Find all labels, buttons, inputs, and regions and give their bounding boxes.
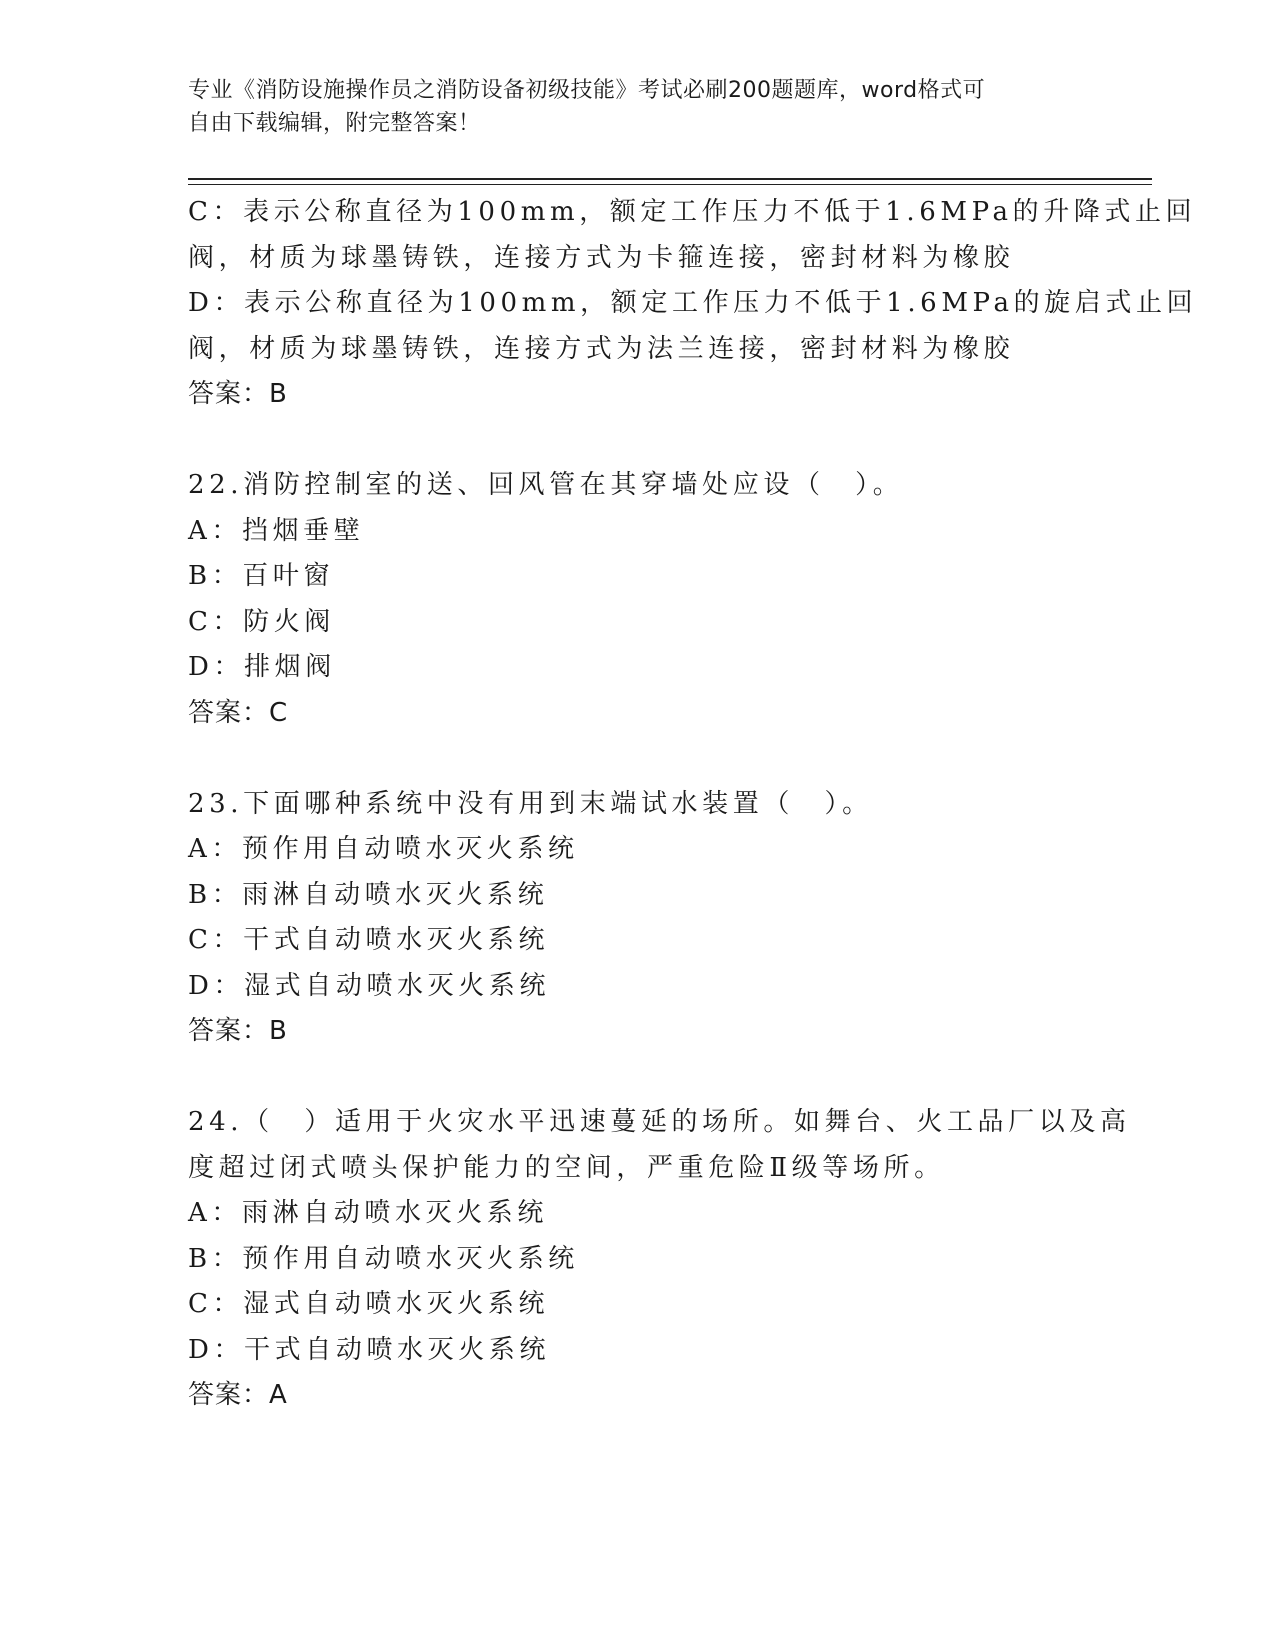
option-d: D：干式自动喷水灭火系统 [188,1334,551,1365]
option-c-line-1: C：表示公称直径为100mm，额定工作压力不低于1.6MPa的升降式止回 [188,197,1197,227]
header-line-1: 专业《消防设施操作员之消防设备初级技能》考试必刷200题题库，word格式可 [188,78,986,103]
document-body [188,190,1198,1419]
spacer [188,1055,1088,1101]
option-c: C：干式自动喷水灭火系统 [188,925,550,955]
answer-line: 答案：C [188,697,289,728]
option-d: D：湿式自动喷水灭火系统 [188,970,551,1001]
option-c: C：湿式自动喷水灭火系统 [188,1289,550,1319]
spacer [188,736,1088,782]
question-stem: 22.消防控制室的送、回风管在其穿墙处应设（ ）。 [188,470,904,500]
question-23 [188,782,1088,1055]
option-a: A：挡烟垂壁 [188,515,365,546]
option-a: A：雨淋自动喷水灭火系统 [188,1198,548,1228]
option-b: B：百叶窗 [188,561,335,591]
question-22 [188,463,1088,736]
option-b: B：预作用自动喷水灭火系统 [188,1243,579,1274]
header-divider-thick [188,178,1152,180]
document-header [188,74,1088,140]
question-stem-line-2: 度超过闭式喷头保护能力的空间，严重危险Ⅱ级等场所。 [188,1152,945,1183]
header-divider-thin [188,184,1152,185]
option-c: C：防火阀 [188,606,335,637]
answer-line: 答案：B [188,379,288,409]
question-21-continuation [188,190,1198,418]
option-c-line-2: 阀，材质为球墨铸铁，连接方式为卡箍连接，密封材料为橡胶 [188,242,1015,273]
question-stem: 23.下面哪种系统中没有用到末端试水装置（ ）。 [188,788,873,819]
answer-line: 答案：B [188,1016,288,1046]
header-line-2: 自由下载编辑，附完整答案！ [188,111,481,136]
option-b: B：雨淋自动喷水灭火系统 [188,879,549,910]
spacer [188,418,1088,464]
option-d-line-2: 阀，材质为球墨铸铁，连接方式为法兰连接，密封材料为橡胶 [188,333,1015,364]
option-a: A：预作用自动喷水灭火系统 [188,834,579,864]
question-stem-line-1: 24.（ ）适用于火灾水平迅速蔓延的场所。如舞台、火工品厂以及高 [188,1107,1131,1137]
answer-line: 答案：A [188,1380,288,1410]
question-24 [188,1100,1131,1419]
option-d: D：排烟阀 [188,652,336,682]
option-d-line-1: D：表示公称直径为100mm，额定工作压力不低于1.6MPa的旋启式止回 [188,288,1198,318]
